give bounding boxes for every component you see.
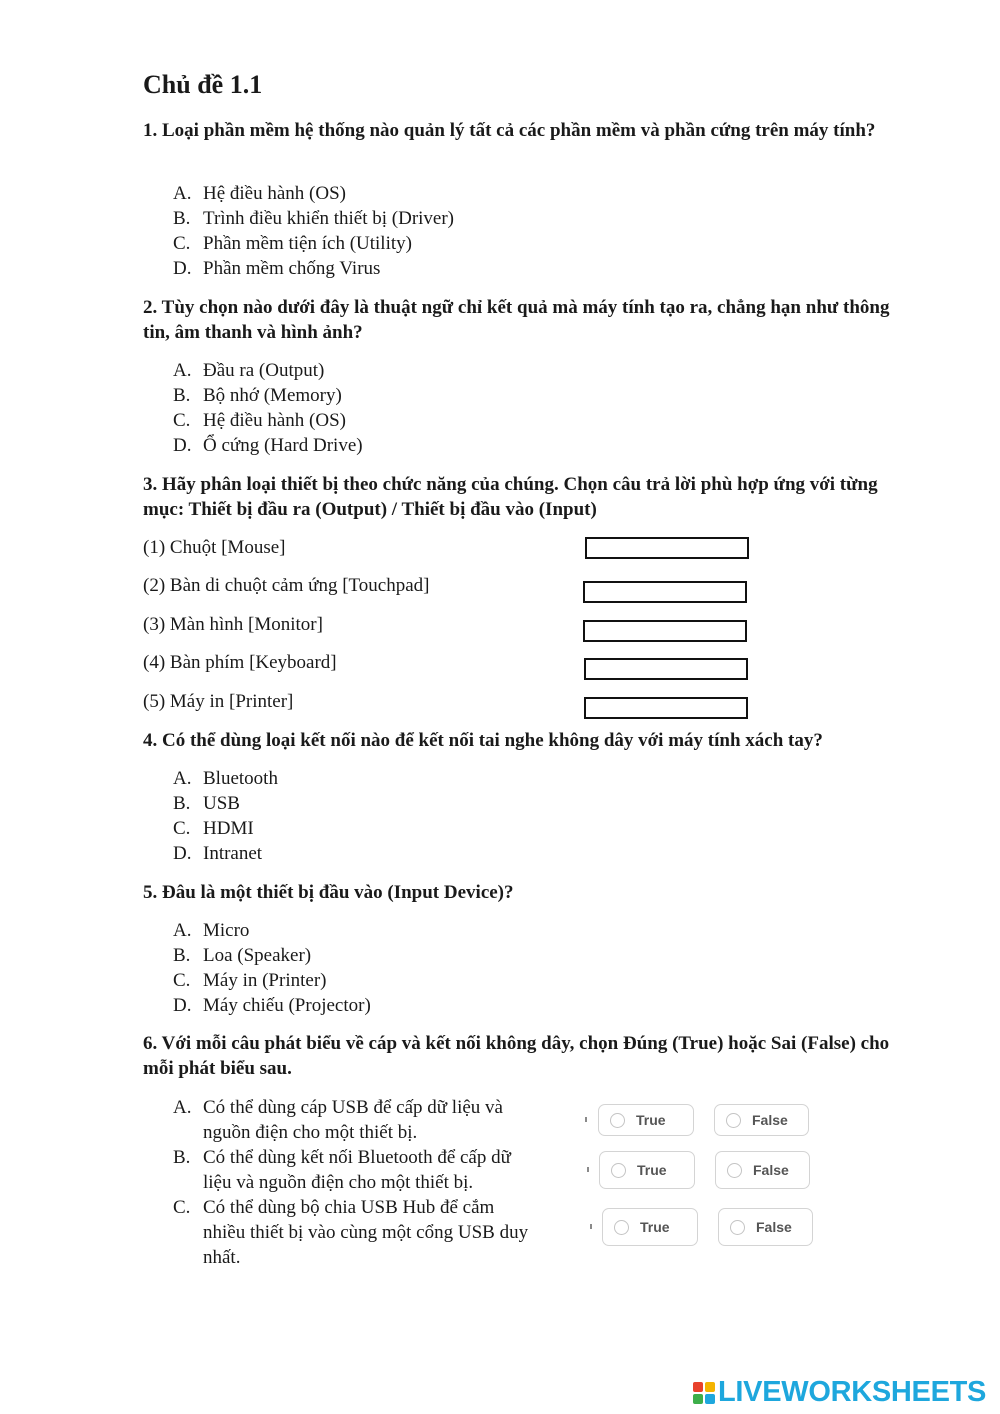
- question-2-options: [173, 358, 363, 458]
- option[interactable]: C. Phần mềm tiện ích (Utility): [173, 233, 412, 254]
- question-5-text: 5. Đâu là một thiết bị đầu vào (Input Device)?: [143, 882, 514, 903]
- row-marker: [587, 1167, 589, 1172]
- question-5-options: [173, 918, 371, 1018]
- true-button-b[interactable]: True: [599, 1151, 695, 1189]
- option[interactable]: C. Hệ điều hành (OS): [173, 410, 346, 431]
- false-button-a[interactable]: False: [714, 1104, 809, 1136]
- question-4-options: [173, 766, 278, 866]
- option[interactable]: A. Micro: [173, 920, 250, 941]
- logo-square-icon: [693, 1394, 703, 1404]
- radio-icon: [610, 1113, 625, 1128]
- logo-mark-icon: [693, 1382, 715, 1404]
- statement-b: B. Có thể dùng kết nối Bluetooth để cấp dữ liệu và nguồn điện cho một thiết bị.: [173, 1147, 511, 1193]
- option[interactable]: C. HDMI: [173, 818, 254, 839]
- match-item-label: (1) Chuột [Mouse]: [143, 537, 286, 558]
- radio-icon: [611, 1163, 626, 1178]
- liveworksheets-logo: [693, 1376, 986, 1409]
- true-button-a[interactable]: True: [598, 1104, 694, 1136]
- false-button-c[interactable]: False: [718, 1208, 813, 1246]
- logo-square-icon: [705, 1394, 715, 1404]
- answer-box-4[interactable]: [584, 658, 748, 680]
- logo-text: LIVEWORKSHEETS: [718, 1376, 987, 1408]
- page-title: Chủ đề 1.1: [143, 70, 263, 99]
- radio-icon: [614, 1220, 629, 1235]
- option[interactable]: B. Trình điều khiển thiết bị (Driver): [173, 208, 455, 229]
- option[interactable]: A. Hệ điều hành (OS): [173, 183, 346, 204]
- answer-box-3[interactable]: [583, 620, 747, 642]
- answer-box-1[interactable]: [585, 537, 749, 559]
- question-3-text: 3. Hãy phân loại thiết bị theo chức năng của chúng. Chọn câu trả lời phù hợp ứng với từng mục: Thiết bị đầu ra (Output) / Thiết bị đầu vào (Input): [143, 474, 878, 520]
- option[interactable]: B. Bộ nhớ (Memory): [173, 385, 342, 406]
- answer-box-2[interactable]: [583, 581, 747, 603]
- match-item-label: (3) Màn hình [Monitor]: [143, 614, 323, 635]
- answer-box-5[interactable]: [584, 697, 748, 719]
- option[interactable]: D. Máy chiếu (Projector): [173, 995, 371, 1016]
- logo-square-icon: [705, 1382, 715, 1392]
- match-item-label: (2) Bàn di chuột cảm ứng [Touchpad]: [143, 575, 430, 596]
- question-4-text: 4. Có thể dùng loại kết nối nào để kết nối tai nghe không dây với máy tính xách tay?: [143, 730, 823, 751]
- question-6-text: 6. Với mỗi câu phát biểu về cáp và kết nối không dây, chọn Đúng (True) hoặc Sai (False) cho mỗi phát biểu sau.: [143, 1033, 890, 1079]
- row-marker: [590, 1224, 592, 1229]
- row-marker: [585, 1117, 587, 1122]
- radio-icon: [730, 1220, 745, 1235]
- option[interactable]: C. Máy in (Printer): [173, 970, 327, 991]
- radio-icon: [727, 1163, 742, 1178]
- match-item-label: (4) Bàn phím [Keyboard]: [143, 652, 337, 673]
- false-button-b[interactable]: False: [715, 1151, 810, 1189]
- option[interactable]: B. Loa (Speaker): [173, 945, 312, 966]
- statement-a: A. Có thể dùng cáp USB để cấp dữ liệu và nguồn điện cho một thiết bị.: [173, 1097, 503, 1143]
- logo-square-icon: [693, 1382, 703, 1392]
- statement-c: C. Có thể dùng bộ chia USB Hub để cắm nhiều thiết bị vào cùng một cổng USB duy nhất.: [173, 1197, 529, 1268]
- option[interactable]: A. Đầu ra (Output): [173, 360, 325, 381]
- option[interactable]: A. Bluetooth: [173, 768, 278, 789]
- match-item-label: (5) Máy in [Printer]: [143, 691, 294, 712]
- option[interactable]: D. Intranet: [173, 843, 263, 864]
- question-1-text: 1. Loại phần mềm hệ thống nào quản lý tất cả các phần mềm và phần cứng trên máy tính?: [143, 120, 876, 141]
- option[interactable]: B. USB: [173, 793, 240, 814]
- option[interactable]: D. Ổ cứng (Hard Drive): [173, 435, 363, 456]
- true-button-c[interactable]: True: [602, 1208, 698, 1246]
- question-2-text: 2. Tùy chọn nào dưới đây là thuật ngữ chỉ kết quả mà máy tính tạo ra, chẳng hạn như thông tin, âm thanh và hình ảnh?: [143, 297, 890, 343]
- radio-icon: [726, 1113, 741, 1128]
- option[interactable]: D. Phần mềm chống Virus: [173, 258, 381, 279]
- question-1-options: [173, 181, 454, 281]
